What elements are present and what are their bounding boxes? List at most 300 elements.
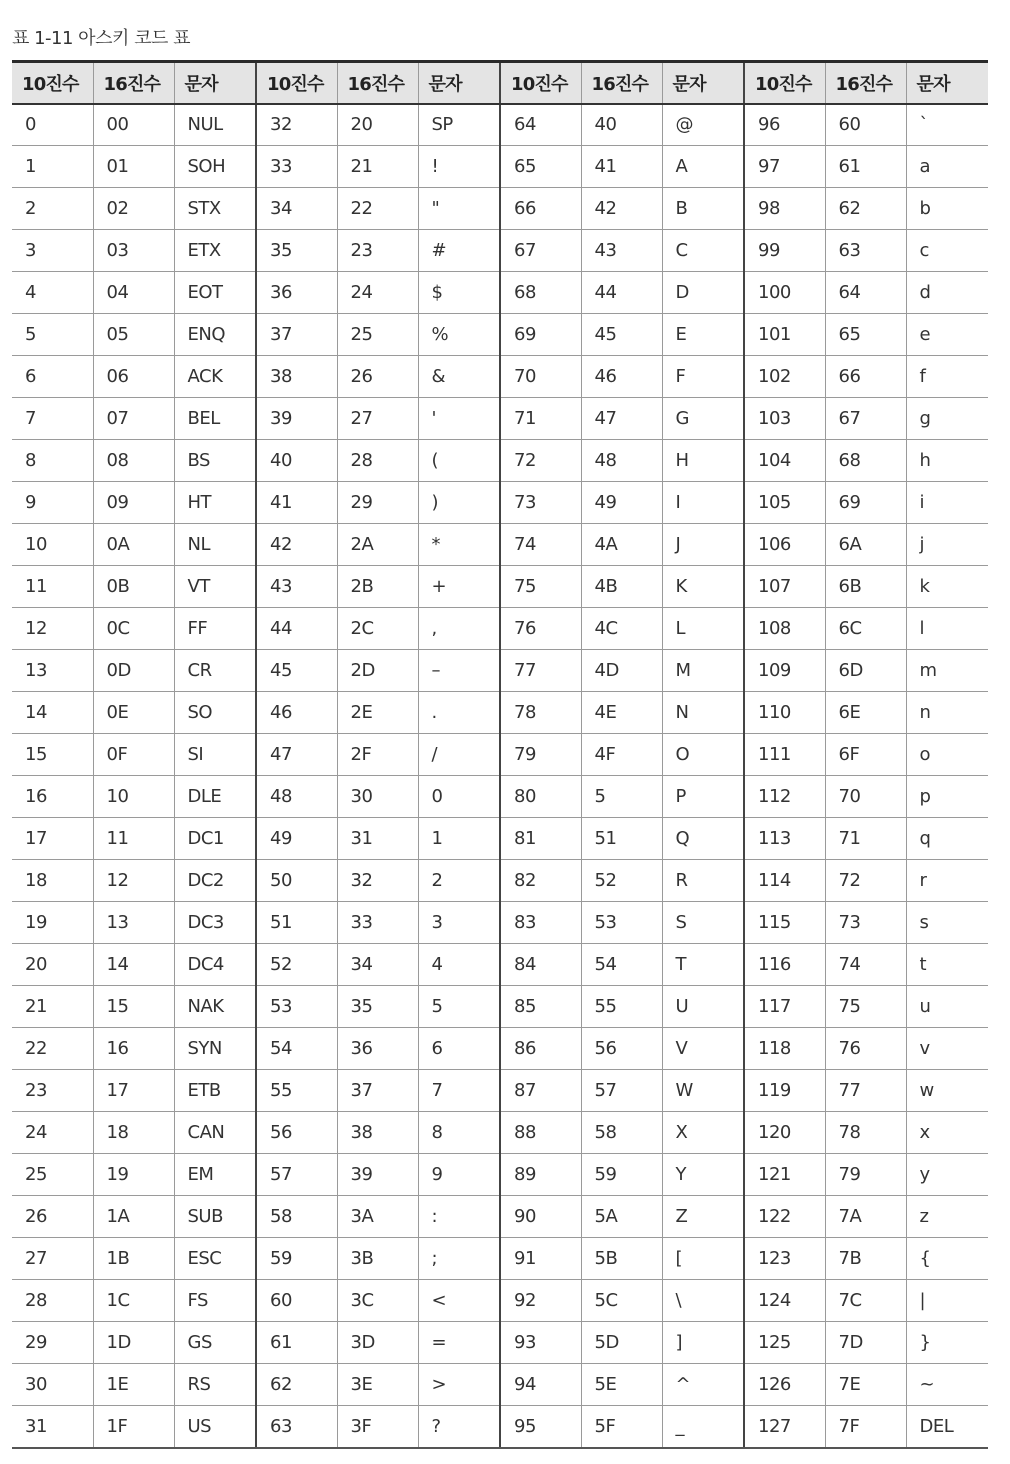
cell-decimal: 20 xyxy=(12,944,93,986)
cell-decimal: 34 xyxy=(256,188,337,230)
cell-hex: 0A xyxy=(93,524,174,566)
header-row xyxy=(12,62,988,104)
cell-hex: 64 xyxy=(825,272,906,314)
cell-decimal: 94 xyxy=(500,1364,581,1406)
cell-char: @ xyxy=(662,104,744,146)
cell-char: + xyxy=(418,566,500,608)
cell-decimal: 8 xyxy=(12,440,93,482)
cell-hex: 1D xyxy=(93,1322,174,1364)
cell-char: ) xyxy=(418,482,500,524)
cell-decimal: 83 xyxy=(500,902,581,944)
table-row xyxy=(12,104,988,146)
cell-hex: 2C xyxy=(337,608,418,650)
table-row xyxy=(12,230,988,272)
cell-hex: 40 xyxy=(581,104,662,146)
cell-char: 7 xyxy=(418,1070,500,1112)
cell-char: RS xyxy=(174,1364,256,1406)
cell-hex: 0D xyxy=(93,650,174,692)
table-caption: 표 1-11 아스키 코드 표 xyxy=(12,28,190,49)
cell-hex: 01 xyxy=(93,146,174,188)
table-row xyxy=(12,1070,988,1112)
cell-decimal: 14 xyxy=(12,692,93,734)
table-row xyxy=(12,734,988,776)
cell-decimal: 19 xyxy=(12,902,93,944)
cell-hex: 72 xyxy=(825,860,906,902)
cell-hex: 58 xyxy=(581,1112,662,1154)
cell-decimal: 104 xyxy=(744,440,825,482)
cell-char: O xyxy=(662,734,744,776)
cell-char: EOT xyxy=(174,272,256,314)
cell-hex: 26 xyxy=(337,356,418,398)
cell-decimal: 120 xyxy=(744,1112,825,1154)
cell-decimal: 122 xyxy=(744,1196,825,1238)
cell-hex: 09 xyxy=(93,482,174,524)
table-row xyxy=(12,1280,988,1322)
cell-char: = xyxy=(418,1322,500,1364)
cell-hex: 5 xyxy=(581,776,662,818)
cell-char: EM xyxy=(174,1154,256,1196)
cell-char: N xyxy=(662,692,744,734)
cell-char: t xyxy=(906,944,988,986)
cell-decimal: 117 xyxy=(744,986,825,1028)
cell-decimal: 15 xyxy=(12,734,93,776)
table-row xyxy=(12,608,988,650)
cell-decimal: 99 xyxy=(744,230,825,272)
cell-hex: 24 xyxy=(337,272,418,314)
cell-char: ] xyxy=(662,1322,744,1364)
cell-char: K xyxy=(662,566,744,608)
cell-char: " xyxy=(418,188,500,230)
cell-hex: 51 xyxy=(581,818,662,860)
cell-decimal: 77 xyxy=(500,650,581,692)
cell-char: a xyxy=(906,146,988,188)
cell-hex: 49 xyxy=(581,482,662,524)
cell-hex: 15 xyxy=(93,986,174,1028)
cell-char: / xyxy=(418,734,500,776)
cell-decimal: 106 xyxy=(744,524,825,566)
column-header-char: 문자 xyxy=(906,62,988,104)
cell-decimal: 91 xyxy=(500,1238,581,1280)
cell-decimal: 39 xyxy=(256,398,337,440)
cell-decimal: 52 xyxy=(256,944,337,986)
table-body xyxy=(12,104,988,1448)
cell-decimal: 56 xyxy=(256,1112,337,1154)
cell-decimal: 100 xyxy=(744,272,825,314)
table-row xyxy=(12,398,988,440)
cell-char: o xyxy=(906,734,988,776)
cell-decimal: 60 xyxy=(256,1280,337,1322)
cell-decimal: 113 xyxy=(744,818,825,860)
cell-decimal: 98 xyxy=(744,188,825,230)
cell-char: SO xyxy=(174,692,256,734)
table-row xyxy=(12,1322,988,1364)
cell-decimal: 124 xyxy=(744,1280,825,1322)
cell-hex: 6B xyxy=(825,566,906,608)
cell-hex: 00 xyxy=(93,104,174,146)
cell-decimal: 32 xyxy=(256,104,337,146)
table-header xyxy=(12,62,988,104)
cell-hex: 2F xyxy=(337,734,418,776)
cell-char: BS xyxy=(174,440,256,482)
cell-hex: 59 xyxy=(581,1154,662,1196)
cell-decimal: 41 xyxy=(256,482,337,524)
cell-char: n xyxy=(906,692,988,734)
cell-hex: 2A xyxy=(337,524,418,566)
cell-hex: 60 xyxy=(825,104,906,146)
cell-hex: 31 xyxy=(337,818,418,860)
cell-char: DC3 xyxy=(174,902,256,944)
cell-char: ! xyxy=(418,146,500,188)
cell-char: P xyxy=(662,776,744,818)
cell-hex: 5E xyxy=(581,1364,662,1406)
cell-char: l xyxy=(906,608,988,650)
cell-decimal: 25 xyxy=(12,1154,93,1196)
cell-hex: 4C xyxy=(581,608,662,650)
table-row xyxy=(12,314,988,356)
table-row xyxy=(12,1406,988,1448)
cell-char: NAK xyxy=(174,986,256,1028)
cell-decimal: 84 xyxy=(500,944,581,986)
cell-decimal: 86 xyxy=(500,1028,581,1070)
cell-char: DC2 xyxy=(174,860,256,902)
column-header-decimal: 10진수 xyxy=(500,62,581,104)
cell-char: ENQ xyxy=(174,314,256,356)
cell-decimal: 96 xyxy=(744,104,825,146)
cell-decimal: 118 xyxy=(744,1028,825,1070)
cell-char: * xyxy=(418,524,500,566)
cell-hex: 13 xyxy=(93,902,174,944)
cell-hex: 2D xyxy=(337,650,418,692)
cell-char: VT xyxy=(174,566,256,608)
cell-decimal: 123 xyxy=(744,1238,825,1280)
column-header-char: 문자 xyxy=(174,62,256,104)
cell-hex: 04 xyxy=(93,272,174,314)
cell-decimal: 10 xyxy=(12,524,93,566)
cell-char: j xyxy=(906,524,988,566)
cell-char: 6 xyxy=(418,1028,500,1070)
cell-hex: 67 xyxy=(825,398,906,440)
table-row xyxy=(12,650,988,692)
cell-hex: 02 xyxy=(93,188,174,230)
cell-char: CR xyxy=(174,650,256,692)
cell-hex: 77 xyxy=(825,1070,906,1112)
cell-char: & xyxy=(418,356,500,398)
table-row xyxy=(12,1112,988,1154)
cell-char: _ xyxy=(662,1406,744,1448)
cell-hex: 44 xyxy=(581,272,662,314)
cell-decimal: 111 xyxy=(744,734,825,776)
cell-char: i xyxy=(906,482,988,524)
cell-hex: 53 xyxy=(581,902,662,944)
cell-hex: 66 xyxy=(825,356,906,398)
cell-decimal: 43 xyxy=(256,566,337,608)
cell-decimal: 110 xyxy=(744,692,825,734)
cell-char: R xyxy=(662,860,744,902)
cell-char: y xyxy=(906,1154,988,1196)
cell-hex: 5A xyxy=(581,1196,662,1238)
cell-hex: 17 xyxy=(93,1070,174,1112)
cell-char: 3 xyxy=(418,902,500,944)
cell-char: ? xyxy=(418,1406,500,1448)
cell-char: \ xyxy=(662,1280,744,1322)
cell-char: { xyxy=(906,1238,988,1280)
cell-hex: 48 xyxy=(581,440,662,482)
cell-decimal: 114 xyxy=(744,860,825,902)
cell-decimal: 103 xyxy=(744,398,825,440)
cell-hex: 16 xyxy=(93,1028,174,1070)
cell-char: ^ xyxy=(662,1364,744,1406)
cell-hex: 7C xyxy=(825,1280,906,1322)
cell-hex: 73 xyxy=(825,902,906,944)
cell-hex: 03 xyxy=(93,230,174,272)
cell-char: # xyxy=(418,230,500,272)
cell-char: [ xyxy=(662,1238,744,1280)
cell-decimal: 95 xyxy=(500,1406,581,1448)
cell-hex: 12 xyxy=(93,860,174,902)
cell-char: } xyxy=(906,1322,988,1364)
cell-decimal: 5 xyxy=(12,314,93,356)
cell-hex: 10 xyxy=(93,776,174,818)
cell-hex: 3D xyxy=(337,1322,418,1364)
cell-char: r xyxy=(906,860,988,902)
cell-decimal: 125 xyxy=(744,1322,825,1364)
table-row xyxy=(12,482,988,524)
cell-char: 2 xyxy=(418,860,500,902)
table-row xyxy=(12,440,988,482)
cell-char: ETX xyxy=(174,230,256,272)
cell-hex: 4F xyxy=(581,734,662,776)
cell-hex: 69 xyxy=(825,482,906,524)
cell-hex: 07 xyxy=(93,398,174,440)
table-row xyxy=(12,776,988,818)
cell-char: ( xyxy=(418,440,500,482)
cell-hex: 6F xyxy=(825,734,906,776)
cell-decimal: 36 xyxy=(256,272,337,314)
cell-char: m xyxy=(906,650,988,692)
cell-hex: 52 xyxy=(581,860,662,902)
cell-decimal: 37 xyxy=(256,314,337,356)
cell-decimal: 49 xyxy=(256,818,337,860)
cell-hex: 28 xyxy=(337,440,418,482)
cell-hex: 74 xyxy=(825,944,906,986)
cell-decimal: 33 xyxy=(256,146,337,188)
cell-decimal: 72 xyxy=(500,440,581,482)
cell-hex: 19 xyxy=(93,1154,174,1196)
cell-hex: 7B xyxy=(825,1238,906,1280)
cell-char: STX xyxy=(174,188,256,230)
cell-hex: 70 xyxy=(825,776,906,818)
cell-decimal: 93 xyxy=(500,1322,581,1364)
cell-char: NUL xyxy=(174,104,256,146)
table-row xyxy=(12,818,988,860)
cell-hex: 71 xyxy=(825,818,906,860)
cell-hex: 45 xyxy=(581,314,662,356)
cell-char: M xyxy=(662,650,744,692)
table-row xyxy=(12,986,988,1028)
table-row xyxy=(12,944,988,986)
cell-hex: 37 xyxy=(337,1070,418,1112)
column-header-char: 문자 xyxy=(662,62,744,104)
cell-decimal: 51 xyxy=(256,902,337,944)
cell-hex: 2E xyxy=(337,692,418,734)
cell-decimal: 11 xyxy=(12,566,93,608)
cell-hex: 47 xyxy=(581,398,662,440)
cell-char: 0 xyxy=(418,776,500,818)
cell-decimal: 102 xyxy=(744,356,825,398)
cell-decimal: 46 xyxy=(256,692,337,734)
column-header-char: 문자 xyxy=(418,62,500,104)
cell-hex: 5C xyxy=(581,1280,662,1322)
cell-decimal: 54 xyxy=(256,1028,337,1070)
cell-char: $ xyxy=(418,272,500,314)
cell-hex: 11 xyxy=(93,818,174,860)
cell-decimal: 42 xyxy=(256,524,337,566)
cell-char: ~ xyxy=(906,1364,988,1406)
cell-char: GS xyxy=(174,1322,256,1364)
cell-hex: 5D xyxy=(581,1322,662,1364)
column-header-hex: 16진수 xyxy=(337,62,418,104)
cell-char: DC4 xyxy=(174,944,256,986)
cell-hex: 1E xyxy=(93,1364,174,1406)
cell-hex: 3F xyxy=(337,1406,418,1448)
cell-char: < xyxy=(418,1280,500,1322)
cell-hex: 4A xyxy=(581,524,662,566)
cell-hex: 3E xyxy=(337,1364,418,1406)
cell-char: FS xyxy=(174,1280,256,1322)
cell-char: % xyxy=(418,314,500,356)
cell-hex: 4D xyxy=(581,650,662,692)
cell-decimal: 90 xyxy=(500,1196,581,1238)
cell-char: w xyxy=(906,1070,988,1112)
cell-decimal: 58 xyxy=(256,1196,337,1238)
table-row xyxy=(12,188,988,230)
cell-decimal: 47 xyxy=(256,734,337,776)
cell-char: HT xyxy=(174,482,256,524)
cell-decimal: 1 xyxy=(12,146,93,188)
cell-char: DLE xyxy=(174,776,256,818)
cell-hex: 1B xyxy=(93,1238,174,1280)
cell-char: d xyxy=(906,272,988,314)
cell-decimal: 61 xyxy=(256,1322,337,1364)
cell-decimal: 126 xyxy=(744,1364,825,1406)
table-row xyxy=(12,860,988,902)
cell-hex: 1F xyxy=(93,1406,174,1448)
table-row xyxy=(12,356,988,398)
cell-hex: 3B xyxy=(337,1238,418,1280)
table-row xyxy=(12,1364,988,1406)
cell-decimal: 71 xyxy=(500,398,581,440)
table-row xyxy=(12,566,988,608)
cell-decimal: 48 xyxy=(256,776,337,818)
cell-decimal: 6 xyxy=(12,356,93,398)
cell-decimal: 57 xyxy=(256,1154,337,1196)
cell-hex: 6D xyxy=(825,650,906,692)
cell-char: p xyxy=(906,776,988,818)
cell-decimal: 3 xyxy=(12,230,93,272)
cell-hex: 56 xyxy=(581,1028,662,1070)
cell-hex: 62 xyxy=(825,188,906,230)
cell-decimal: 116 xyxy=(744,944,825,986)
table-row xyxy=(12,524,988,566)
cell-char: f xyxy=(906,356,988,398)
cell-hex: 63 xyxy=(825,230,906,272)
cell-hex: 5F xyxy=(581,1406,662,1448)
cell-decimal: 115 xyxy=(744,902,825,944)
cell-decimal: 75 xyxy=(500,566,581,608)
table-row xyxy=(12,1238,988,1280)
cell-hex: 0C xyxy=(93,608,174,650)
table-row xyxy=(12,1028,988,1070)
cell-hex: 76 xyxy=(825,1028,906,1070)
cell-hex: 57 xyxy=(581,1070,662,1112)
cell-char: g xyxy=(906,398,988,440)
cell-hex: 4B xyxy=(581,566,662,608)
cell-hex: 42 xyxy=(581,188,662,230)
cell-char: v xyxy=(906,1028,988,1070)
cell-hex: 78 xyxy=(825,1112,906,1154)
cell-decimal: 97 xyxy=(744,146,825,188)
cell-char: : xyxy=(418,1196,500,1238)
cell-char: ; xyxy=(418,1238,500,1280)
cell-decimal: 13 xyxy=(12,650,93,692)
cell-hex: 75 xyxy=(825,986,906,1028)
cell-decimal: 92 xyxy=(500,1280,581,1322)
column-header-hex: 16진수 xyxy=(581,62,662,104)
cell-hex: 4E xyxy=(581,692,662,734)
cell-decimal: 65 xyxy=(500,146,581,188)
cell-decimal: 21 xyxy=(12,986,93,1028)
cell-hex: 39 xyxy=(337,1154,418,1196)
cell-decimal: 23 xyxy=(12,1070,93,1112)
cell-char: 1 xyxy=(418,818,500,860)
cell-decimal: 63 xyxy=(256,1406,337,1448)
cell-hex: 35 xyxy=(337,986,418,1028)
cell-decimal: 101 xyxy=(744,314,825,356)
cell-decimal: 38 xyxy=(256,356,337,398)
cell-char: DEL xyxy=(906,1406,988,1448)
cell-decimal: 74 xyxy=(500,524,581,566)
cell-char: B xyxy=(662,188,744,230)
cell-char: 8 xyxy=(418,1112,500,1154)
cell-decimal: 0 xyxy=(12,104,93,146)
cell-hex: 08 xyxy=(93,440,174,482)
cell-char: S xyxy=(662,902,744,944)
cell-char: H xyxy=(662,440,744,482)
column-header-decimal: 10진수 xyxy=(256,62,337,104)
cell-decimal: 59 xyxy=(256,1238,337,1280)
cell-char: A xyxy=(662,146,744,188)
cell-decimal: 40 xyxy=(256,440,337,482)
cell-decimal: 26 xyxy=(12,1196,93,1238)
cell-hex: 7E xyxy=(825,1364,906,1406)
cell-char: CAN xyxy=(174,1112,256,1154)
cell-decimal: 68 xyxy=(500,272,581,314)
cell-decimal: 62 xyxy=(256,1364,337,1406)
cell-hex: 21 xyxy=(337,146,418,188)
cell-decimal: 29 xyxy=(12,1322,93,1364)
cell-hex: 36 xyxy=(337,1028,418,1070)
cell-char: DC1 xyxy=(174,818,256,860)
cell-hex: 14 xyxy=(93,944,174,986)
cell-char: SOH xyxy=(174,146,256,188)
cell-decimal: 79 xyxy=(500,734,581,776)
cell-char: T xyxy=(662,944,744,986)
cell-char: V xyxy=(662,1028,744,1070)
cell-char: SUB xyxy=(174,1196,256,1238)
cell-decimal: 69 xyxy=(500,314,581,356)
cell-decimal: 108 xyxy=(744,608,825,650)
cell-char: BEL xyxy=(174,398,256,440)
